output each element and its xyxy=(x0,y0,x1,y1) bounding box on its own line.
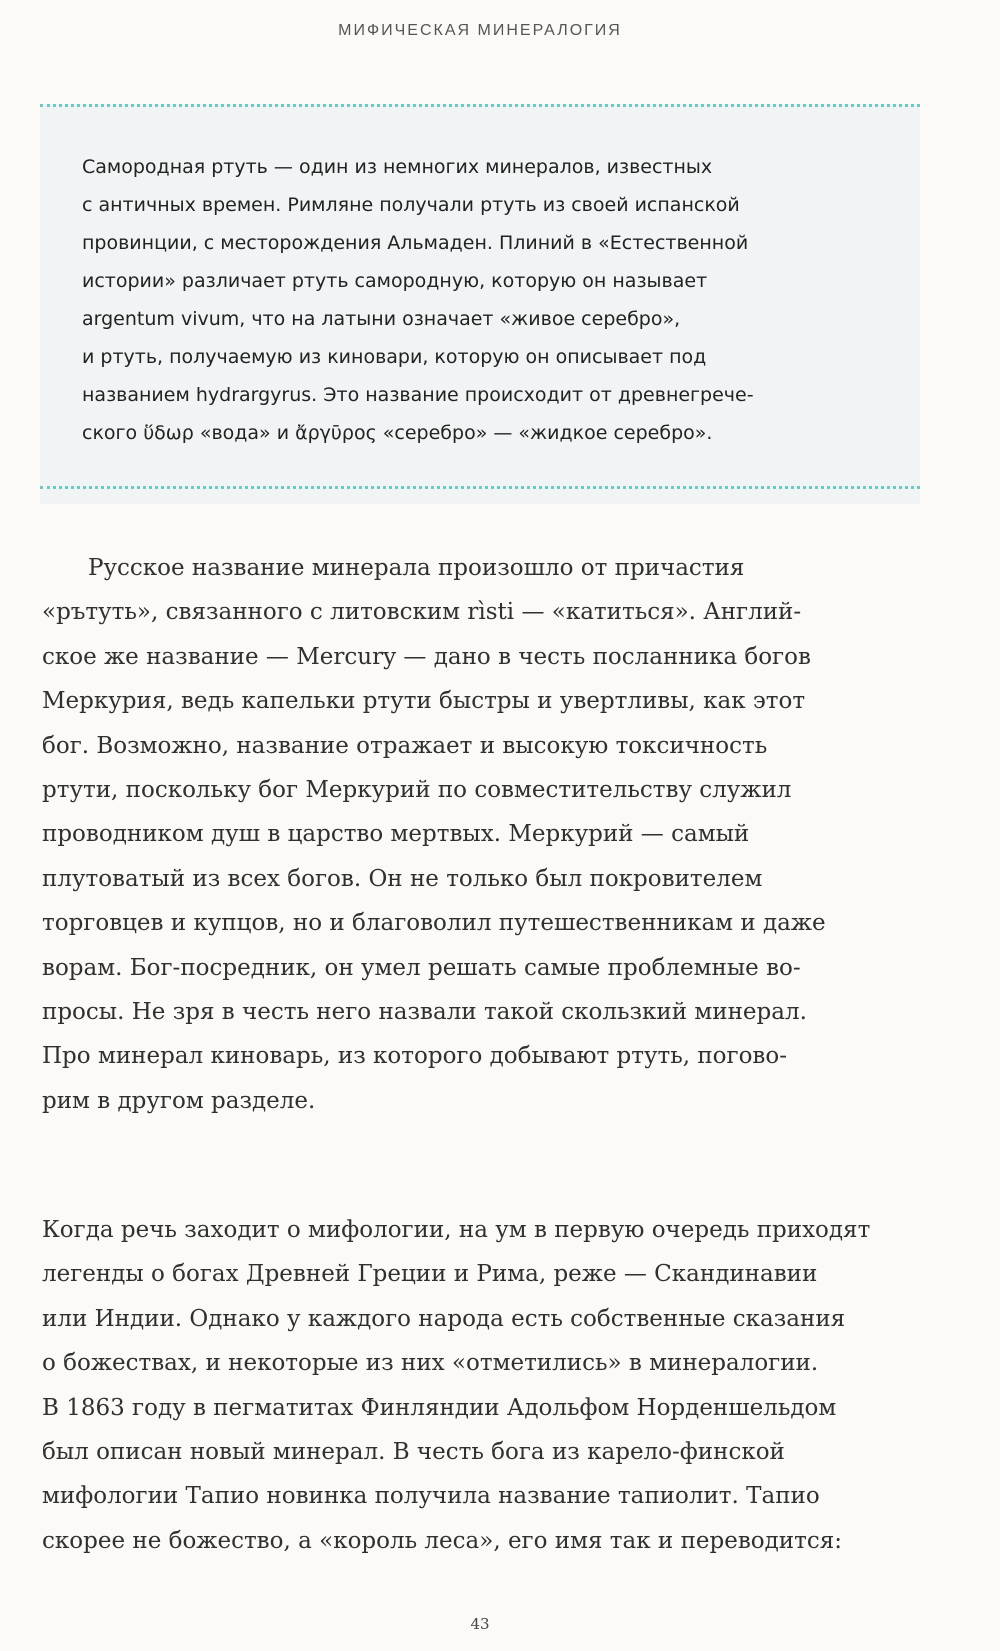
sidebar-line: названием hydrargyrus. Это название происходит от древнегрече- xyxy=(82,384,754,406)
text-line: В 1863 году в пегматитах Финляндии Адольфом Норденшельдом xyxy=(42,1394,837,1421)
text-line: ртути, поскольку бог Меркурий по совместительству служил xyxy=(42,777,792,804)
sidebar-line: Самородная ртуть — один из немногих минералов, известных xyxy=(82,156,713,178)
text-line: о божествах, и некоторые из них «отметились» в минералогии. xyxy=(42,1350,819,1377)
text-line: проводником душ в царство мертвых. Меркурий — самый xyxy=(42,821,750,848)
paragraph-mercury-name xyxy=(42,546,922,1123)
page-number: 43 xyxy=(470,1615,490,1633)
text-line: или Индии. Однако у каждого народа есть собственные сказания xyxy=(42,1305,846,1332)
sidebar-bottom-rule xyxy=(40,486,920,489)
sidebar-line: истории» различает ртуть самородную, которую он называет xyxy=(82,270,708,292)
running-head: МИФИЧЕСКАЯ МИНЕРАЛОГИЯ xyxy=(338,22,622,39)
text-line: рим в другом разделе. xyxy=(42,1087,316,1114)
text-line: легенды о богах Древней Греции и Рима, реже — Скандинавии xyxy=(42,1261,818,1288)
sidebar-line: argentum vivum, что на латыни означает «живое серебро», xyxy=(82,308,681,330)
text-line: плутоватый из всех богов. Он не только был покровителем xyxy=(42,865,763,892)
sidebar-line: и ртуть, получаемую из киновари, которую он описывает под xyxy=(82,346,707,368)
text-line: «рътуть», связанного с литовским rìsti — «катиться». Англий- xyxy=(42,599,802,626)
text-line: мифологии Тапио новинка получила название тапиолит. Тапио xyxy=(42,1483,820,1510)
text-line: Меркурия, ведь капельки ртути быстры и увертливы, как этот xyxy=(42,688,806,715)
text-line: скорее не божество, а «король леса», его имя так и переводится: xyxy=(42,1527,842,1554)
text-line: Про минерал киноварь, из которого добывают ртуть, погово- xyxy=(42,1043,787,1070)
sidebar-line: ского ὕδωρ «вода» и ἄργῡρος «серебро» — «жидкое серебро». xyxy=(82,422,713,444)
sidebar-line: провинции, с месторождения Альмаден. Плиний в «Естественной xyxy=(82,232,749,254)
text-line: ское же название — Mercury — дано в честь посланника богов xyxy=(42,643,811,670)
sidebar-text xyxy=(82,148,902,452)
text-line: Русское название минерала произошло от причастия xyxy=(88,555,745,581)
sidebar-line: с античных времен. Римляне получали ртуть из своей испанской xyxy=(82,194,740,216)
sidebar-top-rule xyxy=(40,104,920,107)
text-line: торговцев и купцов, но и благоволил путешественникам и даже xyxy=(42,910,826,937)
text-line: был описан новый минерал. В честь бога из карело-финской xyxy=(42,1439,785,1466)
text-line: ворам. Бог-посредник, он умел решать самые проблемные во- xyxy=(42,954,801,981)
paragraph-mythology xyxy=(42,1208,922,1563)
text-line: просы. Не зря в честь него назвали такой скользкий минерал. xyxy=(42,999,807,1026)
text-line: Когда речь заходит о мифологии, на ум в первую очередь приходят xyxy=(42,1217,871,1243)
text-line: бог. Возможно, название отражает и высокую токсичность xyxy=(42,732,768,759)
